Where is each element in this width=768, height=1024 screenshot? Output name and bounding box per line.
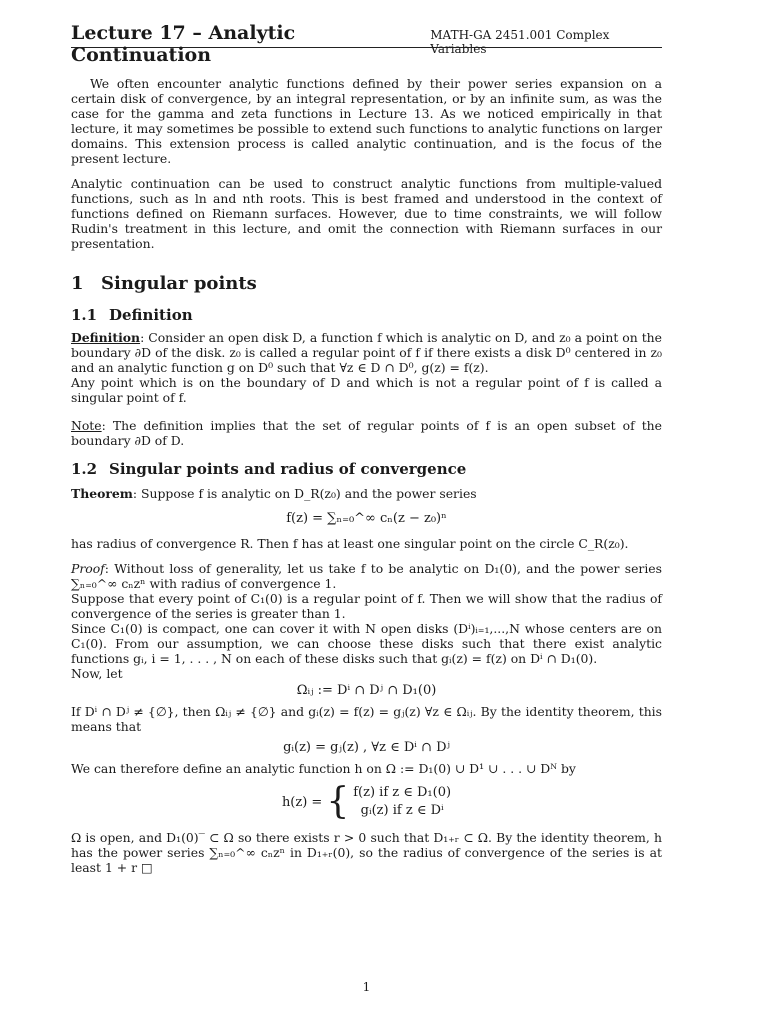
left-brace: { [326, 781, 350, 822]
theorem-text: : Suppose f is analytic on D_R(z₀) and the power series [132, 486, 477, 501]
gij-equation: gᵢ(z) = gⱼ(z) , ∀z ∈ Dⁱ ∩ Dʲ [283, 740, 450, 755]
section-title: Singular points [101, 273, 257, 294]
subsection-heading-radius [71, 460, 662, 478]
intro-paragraph-1: We often encounter analytic functions defined by their power series expansion on a certain disk of convergence, by an integral representation, or by an infinite sum, as was the case for the gamma and zeta functions in Lecture 13. As we noticed empirically in that lecture, it may sometimes be possible to extend such functions to analytic functions on larger domains. This extension process is called analytic continuation, and is the focus of the present lecture. [71, 76, 662, 166]
definition-text: : Consider an open disk D, a function f which is analytic on D, and z₀ a point on the boundary ∂D of the disk. z₀ is called a regular point of f if there exists a disk D⁰ centered in z₀ and an analytic function g on D⁰ such that ∀z ∈ D ∩ D⁰, g(z) = f(z). [71, 330, 662, 375]
page-number: 1 [362, 980, 371, 994]
note-paragraph [71, 418, 662, 448]
proof-text-7: Ω is open, and D₁(0)‾ ⊂ Ω so there exists r > 0 such that D₁₊ᵣ ⊂ Ω. By the identity theorem, h has the power series ∑ₙ₌₀^∞ cₙzⁿ in D₁₊ᵣ(0), so the radius of convergence of the series is at least 1 + r □ [71, 830, 662, 875]
note-text: : The definition implies that the set of regular points of f is an open subset of the boundary ∂D of D. [71, 418, 662, 448]
subsection-number: 1.1 [71, 306, 98, 324]
lecture-title: Lecture 17 – Analytic Continuation [71, 22, 296, 66]
h-definition-equation [71, 781, 662, 822]
page-header [71, 22, 662, 66]
theorem-conclusion: has radius of convergence R. Then f has at least one singular point on the circle C_R(z₀). [71, 536, 629, 551]
subsection-heading-definition [71, 306, 662, 324]
course-name: MATH-GA 2451.001 Complex Variables [430, 28, 610, 56]
proof-text-2: Suppose that every point of C₁(0) is a regular point of f. Then we will show that the radius of convergence of the series is greater than 1. [71, 591, 662, 621]
case-1: f(z) if z ∈ D₁(0) [353, 785, 452, 800]
proof-label: Proof [71, 561, 105, 576]
page [71, 22, 662, 994]
proof-text-1: : Without loss of generality, let us take f to be analytic on D₁(0), and the power series ∑ₙ₌₀^∞ cₙzⁿ with radius of convergence 1. [71, 561, 662, 591]
intro-paragraph-2: Analytic continuation can be used to construct analytic functions from multiple-valued functions, such as ln and nth roots. This is best framed and understood in the context of functions defined on Riemann surfaces. However, due to time constraints, we will follow Rudin's treatment in this lecture, and omit the connection with Riemann surfaces in our presentation. [71, 176, 662, 251]
singular-point-definition: Any point which is on the boundary of D and which is not a regular point of f is called a singular point of f. [71, 375, 662, 405]
note-label: Note [71, 418, 102, 433]
omega-equation: Ωᵢⱼ := Dⁱ ∩ Dʲ ∩ D₁(0) [296, 683, 437, 698]
subsection-title: Singular points and radius of convergence [109, 460, 467, 478]
proof-text-6: We can therefore define an analytic function h on Ω := D₁(0) ∪ D¹ ∪ . . . ∪ Dᴺ by [71, 761, 576, 776]
definition-paragraph [71, 330, 662, 375]
power-series-equation: f(z) = ∑ₙ₌₀^∞ cₙ(z − z₀)ⁿ [286, 511, 447, 526]
theorem-label: Theorem [71, 486, 133, 501]
theorem-paragraph [71, 486, 662, 501]
definition-label: Definition [71, 330, 141, 345]
section-number: 1 [71, 273, 84, 294]
subsection-number: 1.2 [71, 460, 98, 478]
piecewise-definition [281, 781, 452, 822]
case-2: gᵢ(z) if z ∈ Dⁱ [360, 803, 444, 818]
case-lines [353, 784, 451, 820]
proof-paragraph [71, 561, 662, 591]
proof-text-4: Now, let [71, 666, 123, 681]
h-lhs: h(z) = [281, 794, 323, 810]
proof-text-5: If Dⁱ ∩ Dʲ ≠ {∅}, then Ωᵢⱼ ≠ {∅} and gᵢ(z) = f(z) = gⱼ(z) ∀z ∈ Ωᵢⱼ. By the identity theorem, this means that [71, 704, 662, 734]
proof-text-3: Since C₁(0) is compact, one can cover it with N open disks (Dⁱ)ᵢ₌₁,...,N whose centers are on C₁(0). From our assumption, we can choose these disks such that there exist analytic functions gᵢ, i = 1, . . . , N on each of these disks such that gᵢ(z) = f(z) on Dⁱ ∩ D₁(0). [71, 621, 662, 666]
section-heading [71, 273, 662, 294]
subsection-title: Definition [109, 306, 193, 324]
